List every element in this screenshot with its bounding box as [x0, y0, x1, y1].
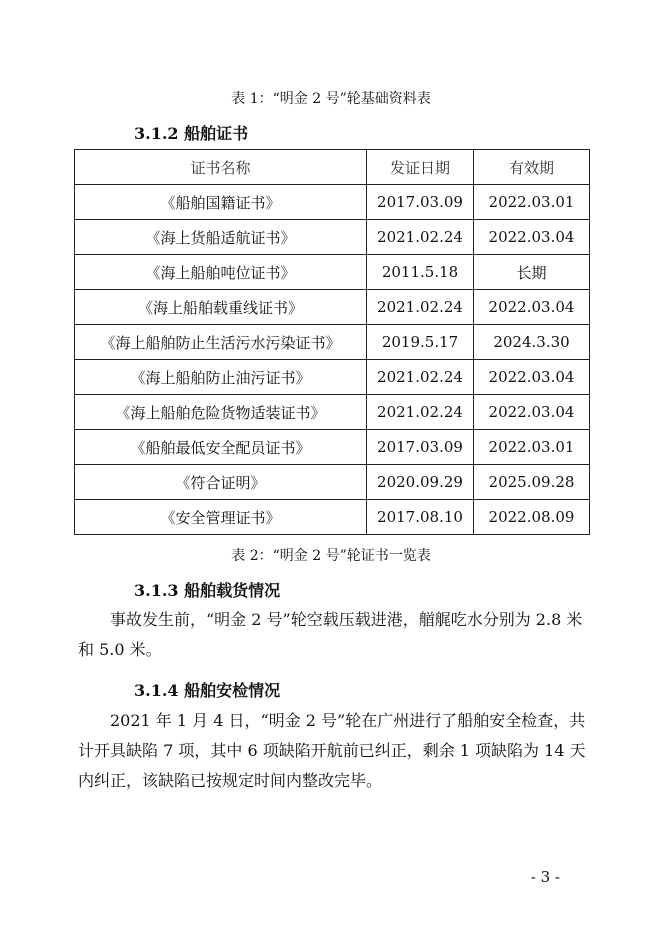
- cert-name: 《海上船舶危险货物适装证书》: [75, 395, 367, 430]
- valid-until: 2022.03.04: [474, 290, 590, 325]
- page-number: - 3 -: [530, 868, 560, 886]
- valid-until: 2022.08.09: [474, 500, 590, 535]
- section-heading-3-1-3: 3.1.3 船舶载货情况: [134, 581, 281, 600]
- issue-date: 2020.09.29: [367, 465, 474, 500]
- issue-date: 2017.08.10: [367, 500, 474, 535]
- table-row: [75, 325, 590, 360]
- table-row: [75, 430, 590, 465]
- paragraph-safety-inspection: 2021 年 1 月 4 日，“明金 2 号”轮在广州进行了船舶安全检查，共计开具缺陷 7 项，其中 6 项缺陷开航前已纠正，剩余 1 项缺陷为 14 天内纠正，该缺陷已按规定时间内整改完毕。: [78, 711, 586, 790]
- issue-date: 2021.02.24: [367, 360, 474, 395]
- section-heading-3-1-2: 3.1.2 船舶证书: [134, 124, 249, 143]
- cert-name: 《海上船舶吨位证书》: [75, 255, 367, 290]
- issue-date: 2017.03.09: [367, 185, 474, 220]
- cert-name: 《船舶最低安全配员证书》: [75, 430, 367, 465]
- table1-caption: 表 1：“明金 2 号”轮基础资料表: [231, 91, 431, 107]
- valid-until: 2022.03.04: [474, 360, 590, 395]
- paragraph-cargo-status: 事故发生前，“明金 2 号”轮空载压载进港，艏艉吃水分别为 2.8 米和 5.0 米。: [78, 610, 583, 659]
- issue-date: 2021.02.24: [367, 290, 474, 325]
- cert-name: 《海上船舶防止油污证书》: [75, 360, 367, 395]
- cert-name: 《安全管理证书》: [75, 500, 367, 535]
- section-heading-3-1-4: 3.1.4 船舶安检情况: [134, 681, 281, 700]
- table-row: [75, 360, 590, 395]
- issue-date: 2011.5.18: [367, 255, 474, 290]
- valid-until: 2022.03.04: [474, 220, 590, 255]
- cert-name: 《海上货船适航证书》: [75, 220, 367, 255]
- table2-caption: 表 2：“明金 2 号”轮证书一览表: [231, 548, 431, 564]
- valid-until: 2022.03.04: [474, 395, 590, 430]
- cert-name: 《符合证明》: [75, 465, 367, 500]
- cert-name: 《船舶国籍证书》: [75, 185, 367, 220]
- table-row: [75, 185, 590, 220]
- issue-date: 2021.02.24: [367, 220, 474, 255]
- issue-date: 2021.02.24: [367, 395, 474, 430]
- valid-until: 2025.09.28: [474, 465, 590, 500]
- valid-until: 长期: [474, 255, 590, 290]
- cert-name: 《海上船舶防止生活污水污染证书》: [75, 325, 367, 360]
- issue-date: 2017.03.09: [367, 430, 474, 465]
- header-cert-name: 证书名称: [75, 150, 367, 185]
- valid-until: 2022.03.01: [474, 185, 590, 220]
- valid-until: 2024.3.30: [474, 325, 590, 360]
- valid-until: 2022.03.01: [474, 430, 590, 465]
- table-row: [75, 290, 590, 325]
- issue-date: 2019.5.17: [367, 325, 474, 360]
- header-issue-date: 发证日期: [367, 150, 474, 185]
- cert-name: 《海上船舶载重线证书》: [75, 290, 367, 325]
- table-row: [75, 220, 590, 255]
- table-row: [75, 465, 590, 500]
- header-valid-until: 有效期: [474, 150, 590, 185]
- certificate-table: [74, 149, 590, 535]
- table-header-row: [75, 150, 590, 185]
- table-row: [75, 500, 590, 535]
- table-row: [75, 395, 590, 430]
- table-row: [75, 255, 590, 290]
